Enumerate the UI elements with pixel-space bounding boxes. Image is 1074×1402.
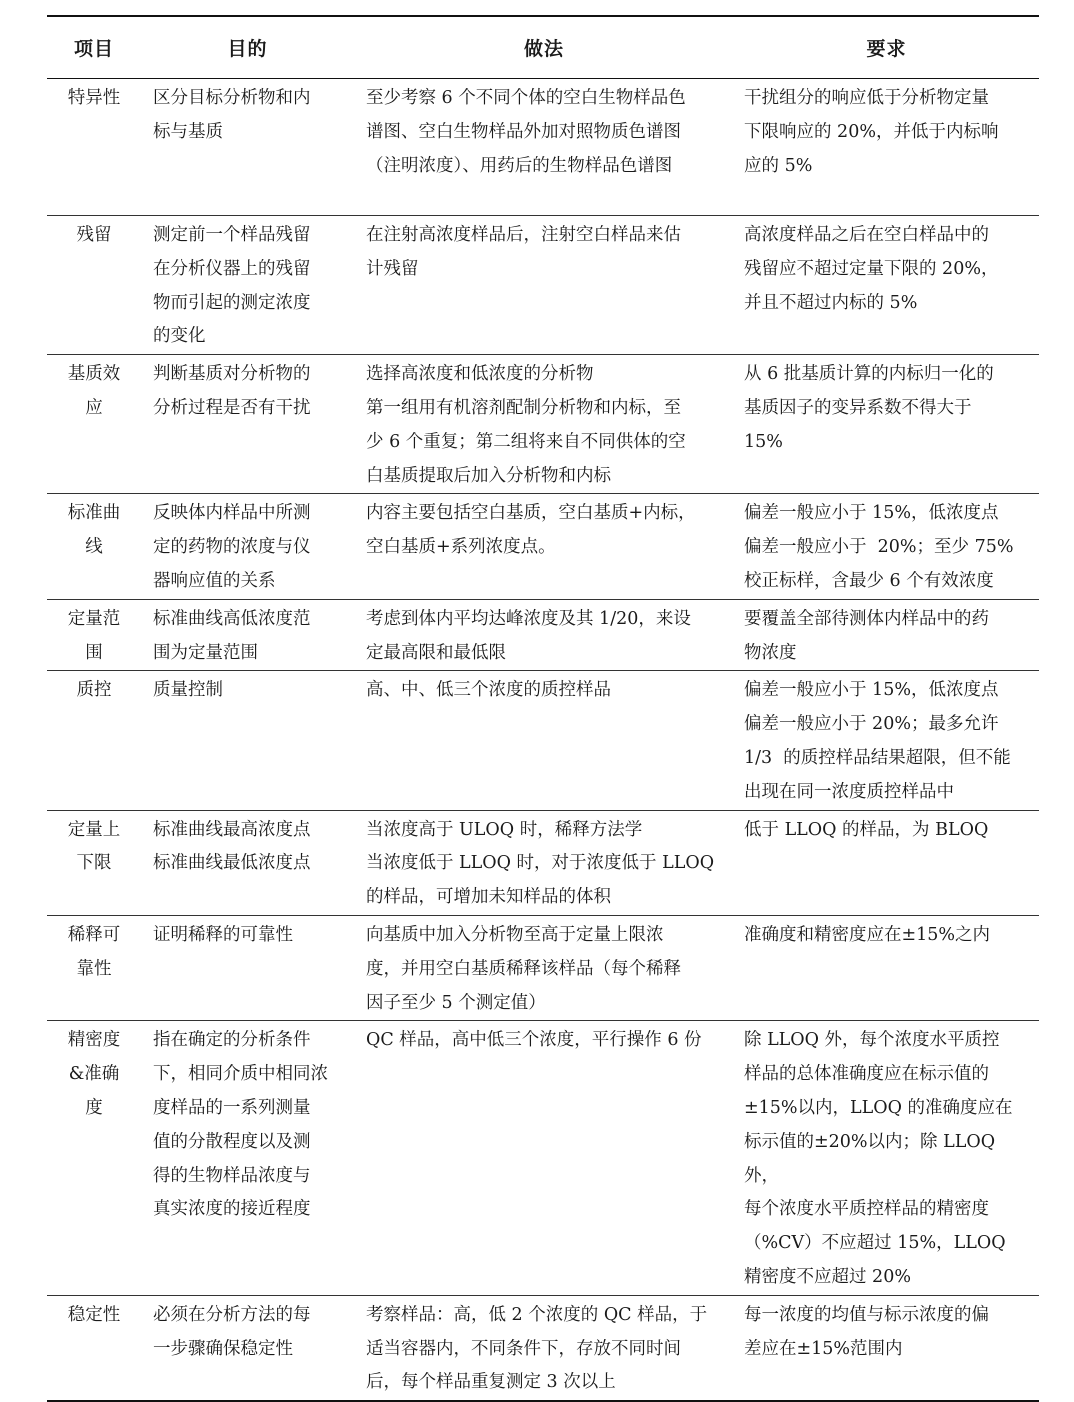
cell-requirement: 要覆盖全部待测体内样品中的药 物浓度 [744, 608, 989, 663]
cell-purpose: 测定前一个样品残留 在分析仪器上的残留 物而引起的测定浓度 的变化 [153, 225, 311, 347]
cell-method: QC 样品，高中低三个浓度，平行操作 6 份 [366, 1030, 702, 1051]
cell-item: 定量范 围 [67, 608, 121, 663]
cell-item: 精密度 &准确 度 [67, 1030, 121, 1118]
cell-method: 内容主要包括空白基质，空白基质+内标， 空白基质+系列浓度点。 [366, 503, 696, 558]
table-row [47, 355, 1039, 494]
cell-purpose: 必须在分析方法的每 一步骤确保稳定性 [153, 1304, 311, 1359]
cell-requirement: 低于 LLOQ 的样品，为 BLOQ [744, 819, 989, 840]
cell-requirement: 除 LLOQ 外，每个浓度水平质控 样品的总体准确度应在标示值的 ±15%以内，LLOQ 的准确度应在 标示值的±20%以内；除 LLOQ 外， 每个浓度水平质控样品的精密度 （%CV）不应超过 15%，LLOQ 精密度不应超过 20% [744, 1030, 1013, 1287]
table-row [47, 79, 1039, 216]
cell-item: 定量上 下限 [67, 819, 121, 874]
table-row [47, 1295, 1039, 1401]
table-row [47, 1021, 1039, 1295]
cell-purpose: 指在确定的分析条件 下，相同介质中相同浓 度样品的一系列测量 值的分散程度以及测 得的生物样品浓度与 真实浓度的接近程度 [153, 1030, 328, 1220]
cell-purpose: 反映体内样品中所测 定的药物的浓度与仪 器响应值的关系 [153, 503, 311, 591]
cell-item: 特异性 [67, 88, 121, 108]
header-method: 做法 [523, 38, 564, 60]
cell-item: 基质效 应 [67, 364, 121, 418]
cell-item: 残留 [76, 225, 112, 245]
header-requirement: 要求 [866, 38, 907, 60]
cell-method: 高、中、低三个浓度的质控样品 [366, 680, 611, 701]
cell-purpose: 区分目标分析物和内 标与基质 [153, 88, 311, 142]
cell-item: 稀释可 靠性 [67, 924, 121, 979]
header-row [47, 16, 1039, 79]
cell-method: 向基质中加入分析物至高于定量上限浓 度，并用空白基质稀释该样品（每个稀释 因子至少 5 个测定值） [366, 924, 681, 1013]
cell-method: 考察样品：高，低 2 个浓度的 QC 样品，于 适当容器内，不同条件下，存放不同时间 后，每个样品重复测定 3 次以上 [366, 1304, 708, 1393]
cell-purpose: 判断基质对分析物的 分析过程是否有干扰 [153, 364, 311, 418]
table-row [47, 494, 1039, 599]
cell-method: 当浓度高于 ULOQ 时，稀释方法学 当浓度低于 LLOQ 时，对于浓度低于 LLOQ 的样品，可增加未知样品的体积 [366, 819, 715, 908]
cell-method: 至少考察 6 个不同个体的空白生物样品色 谱图、空白生物样品外加对照物质色谱图 （注明浓度）、用药后的生物样品色谱图 [366, 88, 686, 176]
cell-item: 质控 [76, 680, 112, 701]
cell-item: 稳定性 [67, 1304, 121, 1325]
cell-requirement: 偏差一般应小于 15%，低浓度点 偏差一般应小于 20%；最多允许 1/3 的质控样品结果超限，但不能 出现在同一浓度质控样品中 [744, 680, 1011, 802]
table-row [47, 671, 1039, 810]
table-row [47, 599, 1039, 671]
cell-method: 选择高浓度和低浓度的分析物 第一组用有机溶剂配制分析物和内标，至 少 6 个重复；第二组将来自不同供体的空 白基质提取后加入分析物和内标 [366, 364, 686, 486]
table-row [47, 810, 1039, 915]
table-row [47, 915, 1039, 1020]
cell-method: 考虑到体内平均达峰浓度及其 1/20，来设 定最高限和最低限 [366, 608, 691, 663]
cell-requirement: 干扰组分的响应低于分析物定量 下限响应的 20%，并低于内标响 应的 5% [744, 88, 999, 176]
cell-requirement: 从 6 批基质计算的内标归一化的 基质因子的变异系数不得大于 15% [744, 364, 994, 452]
cell-requirement: 每一浓度的均值与标示浓度的偏 差应在±15%范围内 [744, 1304, 989, 1359]
cell-method: 在注射高浓度样品后，注射空白样品来估 计残留 [366, 225, 681, 279]
cell-requirement: 高浓度样品之后在空白样品中的 残留应不超过定量下限的 20%， 并且不超过内标的 5% [744, 225, 999, 313]
cell-purpose: 标准曲线最高浓度点 标准曲线最低浓度点 [153, 819, 311, 874]
header-item: 项目 [73, 38, 114, 60]
table-row [47, 216, 1039, 355]
validation-table [47, 15, 1039, 1402]
cell-item: 标准曲 线 [67, 503, 121, 558]
cell-purpose: 证明稀释的可靠性 [153, 924, 293, 945]
cell-purpose: 标准曲线高低浓度范 围为定量范围 [153, 608, 311, 663]
cell-requirement: 准确度和精密度应在±15%之内 [744, 924, 991, 945]
cell-requirement: 偏差一般应小于 15%，低浓度点 偏差一般应小于 20%；至少 75% 校正标样，含最少 6 个有效浓度 [744, 503, 1014, 591]
header-purpose: 目的 [227, 38, 268, 60]
cell-purpose: 质量控制 [153, 680, 223, 701]
